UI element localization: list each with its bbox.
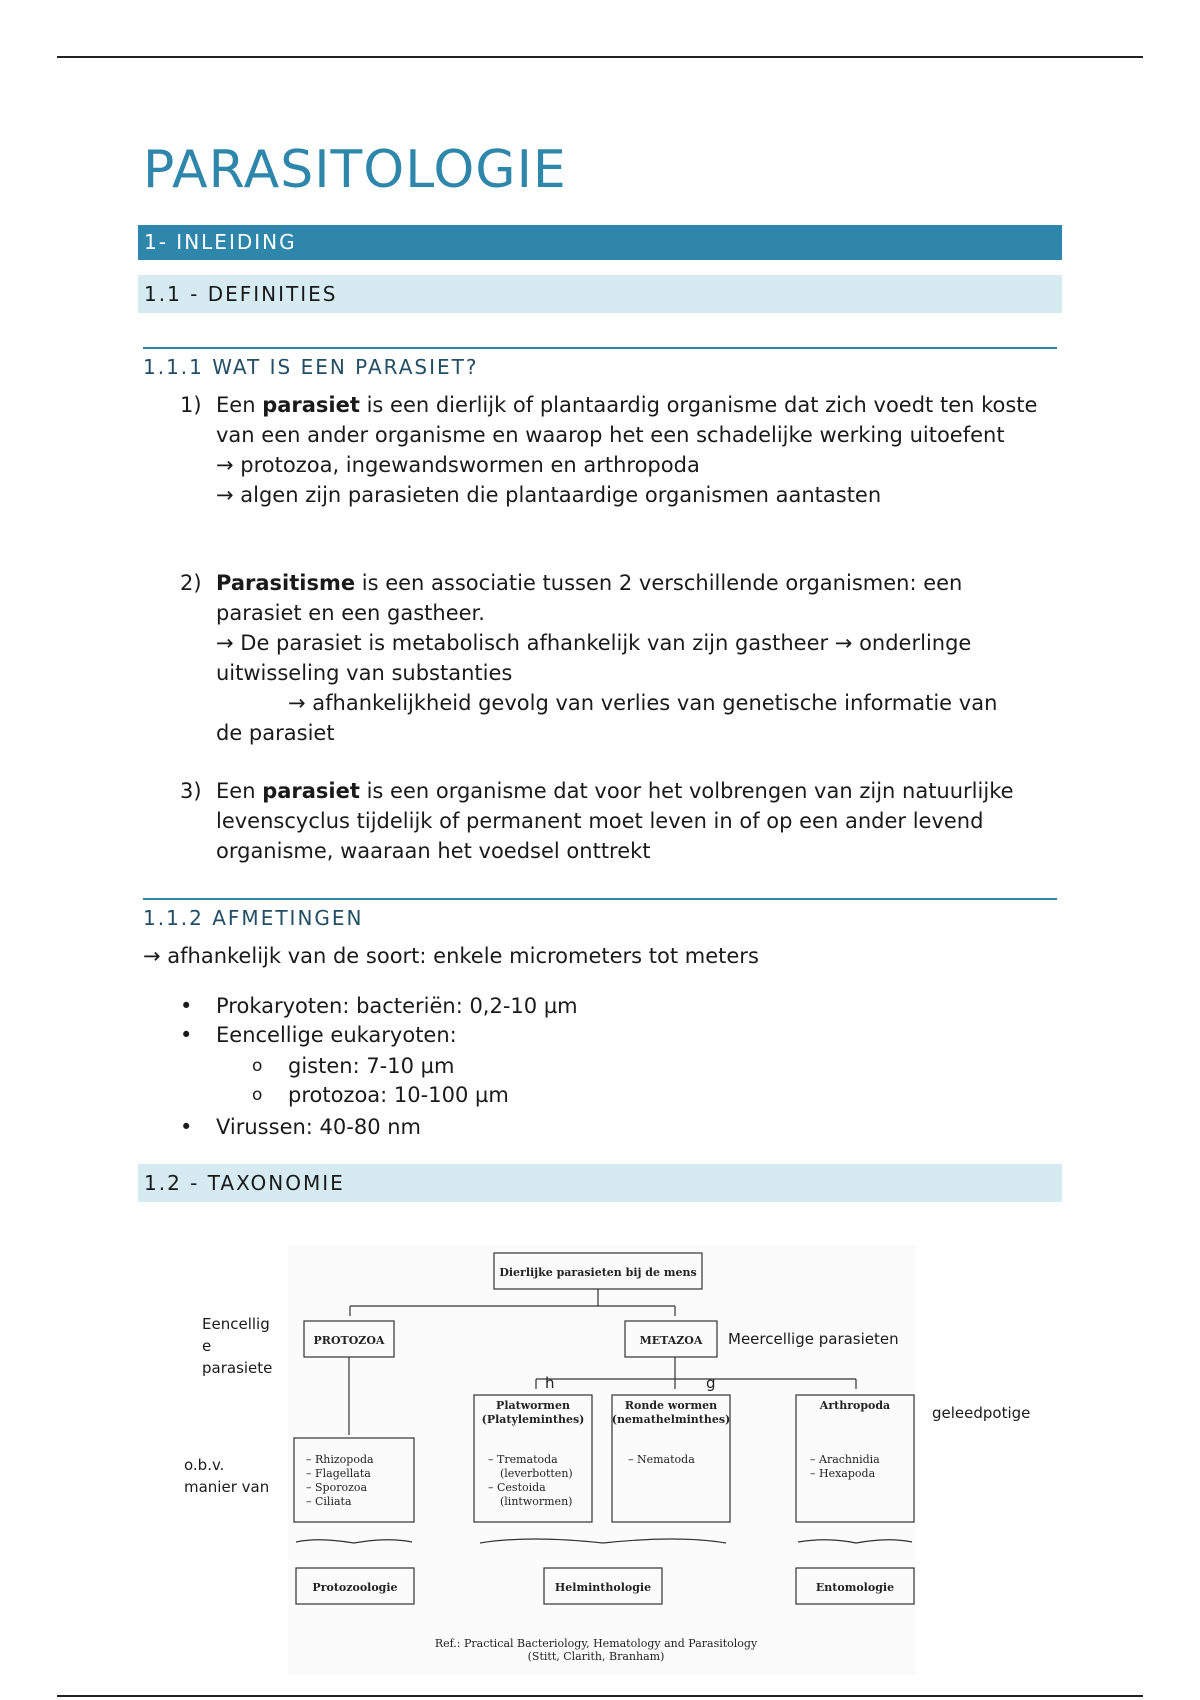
- brace-helminth: [480, 1539, 726, 1543]
- protozoa-item: – Ciliata: [306, 1495, 352, 1508]
- entomologie-label: Entomologie: [815, 1581, 895, 1594]
- protozoa-item: – Rhizopoda: [306, 1453, 374, 1466]
- heading-definities: 1.1 - DEFINITIES: [138, 275, 1062, 313]
- heading-taxonomie: 1.2 - TAXONOMIE: [138, 1164, 1062, 1202]
- definition-text: Een: [216, 779, 263, 803]
- protozoa-list-box: [294, 1438, 414, 1522]
- annotation-geleedpotige: geleedpotige: [932, 1404, 1031, 1422]
- bullet-icon: •: [180, 994, 193, 1018]
- reference-line-2: (Stitt, Clarith, Branham): [527, 1650, 665, 1663]
- arthropoda-item: – Hexapoda: [810, 1467, 876, 1480]
- circle-bullet-icon: o: [252, 1056, 263, 1076]
- arrow-line-continued: de parasiet: [216, 721, 335, 745]
- heading-inleiding: 1- INLEIDING: [138, 225, 1062, 260]
- ronde-wormen-latin-label: (nemathelminthes): [611, 1413, 731, 1426]
- bullet-icon: •: [180, 1115, 193, 1139]
- arrow-line: → De parasiet is metabolisch afhankelijk van zijn gastheer → onderlinge uitwisseling van substanties: [216, 631, 972, 685]
- ronde-wormen-item: – Nematoda: [628, 1453, 695, 1466]
- footer-rule: [57, 1695, 1143, 1697]
- arthropoda-label: Arthropoda: [819, 1399, 891, 1412]
- arrow-line: → algen zijn parasieten die plantaardige organismen aantasten: [216, 483, 882, 507]
- annotation-line: manier van: [184, 1478, 270, 1496]
- platwormen-item: (lintwormen): [500, 1495, 573, 1508]
- platwormen-item: – Cestoida: [488, 1481, 546, 1494]
- metazoa-label: METAZOA: [639, 1334, 703, 1347]
- list-item-text: Prokaryoten: bacteriën: 0,2-10 µm: [216, 994, 578, 1018]
- list-item-text: gisten: 7-10 µm: [288, 1054, 455, 1078]
- annotation-line: o.b.v.: [184, 1456, 225, 1474]
- annotation-obv: [184, 1454, 284, 1502]
- definition-2: [180, 568, 1040, 748]
- protozoa-item: – Sporozoa: [306, 1481, 368, 1494]
- definition-number: 1): [180, 393, 202, 417]
- helminthologie-label: Helminthologie: [554, 1581, 652, 1594]
- definition-term: parasiet: [262, 393, 360, 417]
- definition-3: [180, 776, 1040, 866]
- platwormen-item: – Trematoda: [488, 1453, 558, 1466]
- afmetingen-intro: → afhankelijk van de soort: enkele micrometers tot meters: [143, 944, 759, 968]
- handwritten-mark-g: g: [706, 1374, 716, 1392]
- heading-wat-is-een-parasiet: 1.1.1 WAT IS EEN PARASIET?: [143, 347, 1057, 379]
- annotation-meercellig: Meercellige parasieten: [728, 1330, 899, 1348]
- list-item: [180, 991, 578, 1021]
- sub-list-item: [252, 1080, 509, 1110]
- platwormen-latin-label: (Platyleminthes): [481, 1413, 585, 1426]
- heading-afmetingen: 1.1.2 AFMETINGEN: [143, 898, 1057, 930]
- definition-1: [180, 390, 1040, 510]
- annotation-line: Eencellig: [202, 1315, 270, 1333]
- platwormen-label: Platwormen: [496, 1399, 570, 1412]
- brace-arthropoda: [798, 1540, 912, 1543]
- definition-text: Een: [216, 393, 263, 417]
- list-item-text: Eencellige eukaryoten:: [216, 1023, 457, 1047]
- header-rule: [57, 56, 1143, 58]
- protozoa-item: – Flagellata: [306, 1467, 371, 1480]
- definition-text: is een organisme dat voor het volbrengen van zijn natuurlijke levenscyclus tijdelijk of permanent moet leven in of op een ander levend organisme, waaraan het voedsel onttrekt: [216, 779, 1014, 863]
- arthropoda-item: – Arachnidia: [810, 1453, 880, 1466]
- taxonomy-diagram: [288, 1245, 916, 1675]
- list-item-text: protozoa: 10-100 µm: [288, 1083, 509, 1107]
- circle-bullet-icon: o: [252, 1085, 263, 1105]
- definition-number: 2): [180, 571, 202, 595]
- page-title: PARASITOLOGIE: [143, 140, 567, 200]
- definition-text: is een dierlijk of plantaardig organisme dat zich voedt ten koste van een ander organisme en waarop het een schadelijke werking uitoefent: [216, 393, 1038, 447]
- annotation-line: parasiete: [202, 1359, 273, 1377]
- list-item-text: Virussen: 40-80 nm: [216, 1115, 422, 1139]
- definition-number: 3): [180, 779, 202, 803]
- protozoa-label: PROTOZOA: [313, 1334, 385, 1347]
- ronde-wormen-label: Ronde wormen: [624, 1399, 718, 1412]
- annotation-line: e: [202, 1337, 212, 1355]
- definition-text: is een associatie tussen 2 verschillende organismen: een parasiet en een gastheer.: [216, 571, 963, 625]
- handwritten-mark-h: h: [545, 1374, 555, 1392]
- definition-term: Parasitisme: [216, 571, 356, 595]
- reference-line-1: Ref.: Practical Bacteriology, Hematology and Parasitology: [434, 1637, 758, 1650]
- list-item: [180, 1112, 421, 1142]
- definition-term: parasiet: [262, 779, 360, 803]
- annotation-eencellig: [202, 1313, 282, 1377]
- bullet-icon: •: [180, 1023, 193, 1047]
- top-box-label: Dierlijke parasieten bij de mens: [499, 1266, 697, 1279]
- arrow-line-indented: → afhankelijkheid gevolg van verlies van genetische informatie van: [288, 691, 998, 715]
- sub-list-item: [252, 1051, 454, 1081]
- platwormen-item: (leverbotten): [500, 1467, 573, 1480]
- list-item: [180, 1020, 457, 1050]
- brace-protozoa: [296, 1540, 412, 1543]
- taxonomy-figure: [288, 1245, 916, 1675]
- arrow-line: → protozoa, ingewandswormen en arthropoda: [216, 453, 700, 477]
- protozoologie-label: Protozoologie: [312, 1581, 398, 1594]
